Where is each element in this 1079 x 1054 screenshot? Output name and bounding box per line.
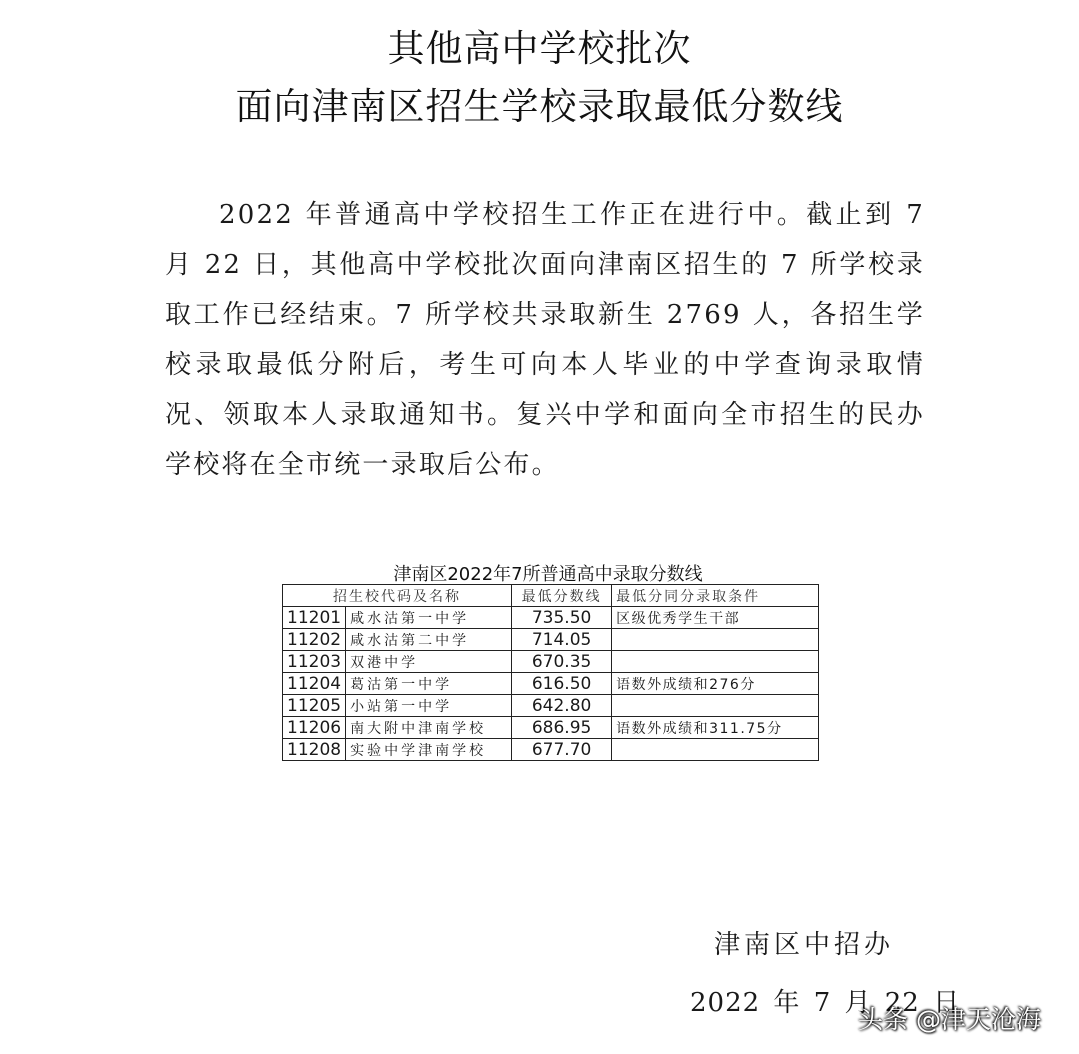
school-code: 11201 [283, 607, 346, 629]
table-caption: 津南区2022年7所普通高中录取分数线 [393, 564, 703, 585]
watermark: 头条 @津天沧海 [858, 1005, 1041, 1034]
tie-condition: 语数外成绩和311.75分 [612, 717, 819, 739]
school-code: 11203 [283, 651, 346, 673]
school-code: 11202 [283, 629, 346, 651]
tie-condition [612, 629, 819, 651]
school-code: 11208 [283, 739, 346, 761]
school-name: 葛沽第一中学 [346, 673, 512, 695]
min-score: 686.95 [512, 717, 612, 739]
school-code: 11204 [283, 673, 346, 695]
school-name: 实验中学津南学校 [346, 739, 512, 761]
min-score: 677.70 [512, 739, 612, 761]
table-row [283, 673, 819, 695]
min-score: 735.50 [512, 607, 612, 629]
signature-organization: 津南区中招办 [714, 930, 895, 960]
school-name: 双港中学 [346, 651, 512, 673]
header-code-and-name: 招生校代码及名称 [283, 585, 512, 607]
min-score: 714.05 [512, 629, 612, 651]
header-tie-condition: 最低分同分录取条件 [612, 585, 819, 607]
tie-condition [612, 651, 819, 673]
tie-condition: 区级优秀学生干部 [612, 607, 819, 629]
table-row [283, 651, 819, 673]
table-row [283, 629, 819, 651]
min-score: 616.50 [512, 673, 612, 695]
school-name: 南大附中津南学校 [346, 717, 512, 739]
announcement-paragraph: 2022 年普通高中学校招生工作正在进行中。截止到 7 月 22 日，其他高中学校批次面向津南区招生的 7 所学校录取工作已经结束。7 所学校共录取新生 2769 人，各招生学校录取最低分附后，考生可向本人毕业的中学查询录取情况、领取本人录取通知书。复兴中学和面向全市招生的民办学校将在全市统一录取后公布。 [165, 200, 925, 480]
table-row [283, 607, 819, 629]
school-code: 11206 [283, 717, 346, 739]
min-score: 642.80 [512, 695, 612, 717]
school-name: 小站第一中学 [346, 695, 512, 717]
table-row [283, 739, 819, 761]
school-name: 咸水沽第一中学 [346, 607, 512, 629]
school-code: 11205 [283, 695, 346, 717]
header-min-score: 最低分数线 [512, 585, 612, 607]
signature-date: 2022 年 7 月 22 日 [690, 988, 961, 1018]
admission-score-table [282, 584, 819, 761]
document-title-line1: 其他高中学校批次 [387, 27, 692, 70]
table-row [283, 717, 819, 739]
table-row [283, 695, 819, 717]
tie-condition [612, 739, 819, 761]
table-header-row [283, 585, 819, 607]
school-name: 咸水沽第二中学 [346, 629, 512, 651]
document-title-line2: 面向津南区招生学校录取最低分数线 [235, 85, 844, 128]
min-score: 670.35 [512, 651, 612, 673]
tie-condition [612, 695, 819, 717]
tie-condition: 语数外成绩和276分 [612, 673, 819, 695]
